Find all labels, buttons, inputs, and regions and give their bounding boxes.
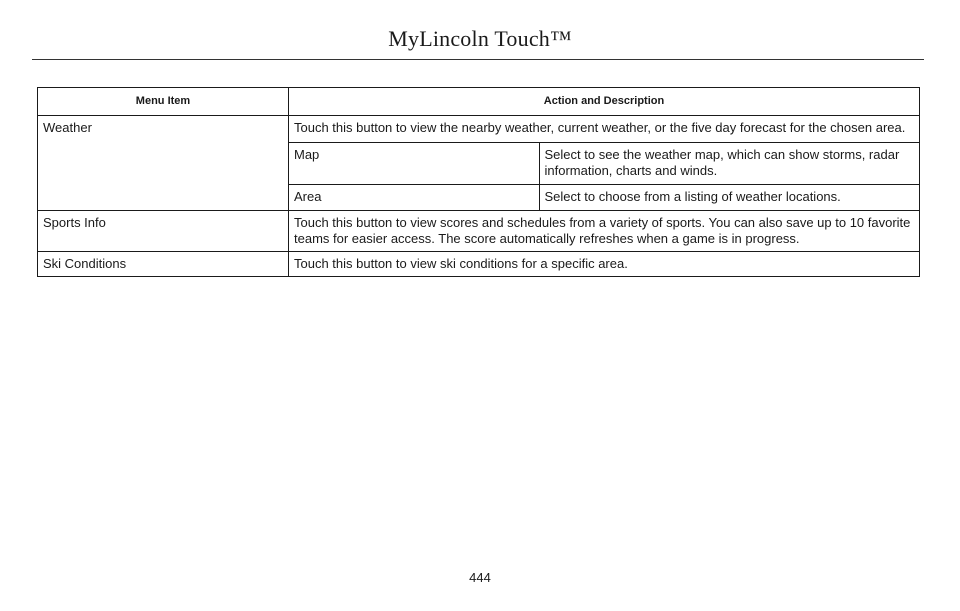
description-text: Touch this button to view the nearby weather, current weather, or the five day forecast for the chosen area. bbox=[294, 120, 906, 135]
description-cell bbox=[289, 116, 920, 211]
menu-item-cell: Weather bbox=[38, 116, 289, 211]
menu-item-cell: Ski Conditions bbox=[38, 252, 289, 277]
page-number: 444 bbox=[469, 570, 491, 585]
sub-item-cell: Map bbox=[289, 143, 539, 185]
sub-table-row bbox=[289, 143, 919, 185]
page-title: MyLincoln Touch™ bbox=[388, 26, 572, 51]
table-row bbox=[38, 116, 920, 211]
sub-description-cell: Select to see the weather map, which can show storms, radar information, charts and winds. bbox=[539, 143, 919, 185]
description-cell: Touch this button to view scores and schedules from a variety of sports. You can also save up to 10 favorite teams for easier access. The score automatically refreshes when a game is in progress. bbox=[289, 211, 920, 252]
title-divider bbox=[32, 59, 924, 60]
table-row bbox=[38, 252, 920, 277]
sub-table bbox=[289, 142, 919, 210]
menu-table bbox=[37, 87, 920, 277]
column-header-action-description: Action and Description bbox=[289, 88, 920, 116]
table-row bbox=[38, 211, 920, 252]
column-header-menu-item: Menu Item bbox=[38, 88, 289, 116]
sub-table-row bbox=[289, 185, 919, 211]
menu-item-cell: Sports Info bbox=[38, 211, 289, 252]
table-header-row bbox=[38, 88, 920, 116]
sub-description-cell: Select to choose from a listing of weather locations. bbox=[539, 185, 919, 211]
sub-item-cell: Area bbox=[289, 185, 539, 211]
description-cell: Touch this button to view ski conditions for a specific area. bbox=[289, 252, 920, 277]
